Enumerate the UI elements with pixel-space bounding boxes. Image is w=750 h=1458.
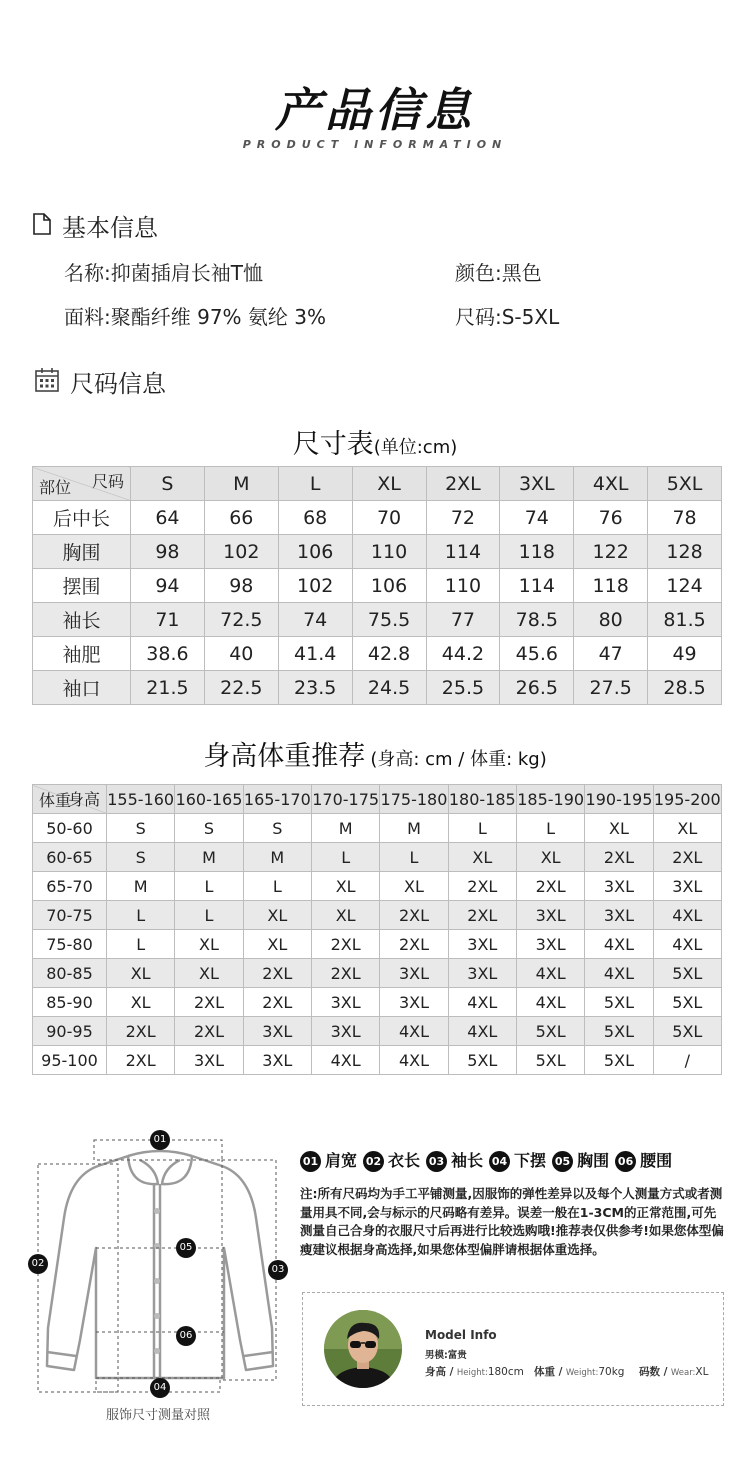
table-cell: 2XL [516, 872, 584, 901]
table-cell: 68 [278, 501, 352, 535]
table-row [33, 988, 722, 1017]
table-cell: 2XL [243, 988, 311, 1017]
basic-info-heading: 基本信息 [62, 214, 158, 242]
table-cell: 2XL [448, 901, 516, 930]
table-cell: 26.5 [500, 671, 574, 705]
table-cell: 78.5 [500, 603, 574, 637]
row-label: 80-85 [33, 959, 107, 988]
size-table [32, 466, 722, 705]
table-cell: 3XL [380, 988, 448, 1017]
row-label: 65-70 [33, 872, 107, 901]
legend-label: 腰围 [640, 1151, 673, 1170]
corner-column-label: 身高 [67, 790, 100, 809]
table-cell: 5XL [516, 1046, 584, 1075]
table-cell: L [175, 872, 243, 901]
legend-label: 下摆 [514, 1151, 547, 1170]
table-cell: 5XL [653, 959, 721, 988]
table-cell: 3XL [380, 959, 448, 988]
table-cell: 5XL [585, 1017, 653, 1046]
table-row [33, 930, 722, 959]
table-cell: 72 [426, 501, 500, 535]
table-header-row [33, 467, 722, 501]
column-header: 3XL [500, 467, 574, 501]
table-cell: 118 [574, 569, 648, 603]
product-color: 颜色:黑色 [455, 261, 542, 285]
row-label: 75-80 [33, 930, 107, 959]
table-cell: 3XL [516, 930, 584, 959]
table-cell: L [243, 872, 311, 901]
column-header: 190-195 [585, 785, 653, 814]
table-cell: 2XL [380, 901, 448, 930]
table-cell: S [107, 814, 175, 843]
row-label: 摆围 [33, 569, 131, 603]
table-cell: 114 [500, 569, 574, 603]
table-row [33, 1017, 722, 1046]
table-cell: 2XL [585, 843, 653, 872]
table-cell: 2XL [653, 843, 721, 872]
table-cell: 2XL [107, 1046, 175, 1075]
model-height: 身高 / Height:180cm [425, 1366, 524, 1378]
marker-02: 02 [28, 1254, 48, 1274]
model-avatar [323, 1309, 403, 1389]
table-cell: XL [516, 843, 584, 872]
column-header: 175-180 [380, 785, 448, 814]
legend-number-badge: 02 [363, 1151, 384, 1172]
table-cell: 2XL [107, 1017, 175, 1046]
row-label: 70-75 [33, 901, 107, 930]
table-cell: S [175, 814, 243, 843]
table-cell: 4XL [380, 1046, 448, 1075]
table-cell: 45.6 [500, 637, 574, 671]
table-cell: 4XL [380, 1017, 448, 1046]
table-cell: 3XL [448, 959, 516, 988]
legend-number-badge: 06 [615, 1151, 636, 1172]
column-header: M [204, 467, 278, 501]
table-cell: L [448, 814, 516, 843]
table-header-row [33, 785, 722, 814]
product-fabric: 面料:聚酯纤维 97% 氨纶 3% [64, 305, 326, 329]
table-cell: 3XL [653, 872, 721, 901]
table-cell: XL [653, 814, 721, 843]
table-cell: L [107, 930, 175, 959]
column-header: 180-185 [448, 785, 516, 814]
table-cell: S [107, 843, 175, 872]
table-row [33, 501, 722, 535]
table-cell: 25.5 [426, 671, 500, 705]
table-cell: XL [107, 959, 175, 988]
product-size-range: 尺码:S-5XL [455, 305, 560, 329]
table-cell: M [175, 843, 243, 872]
marker-06: 06 [176, 1326, 196, 1346]
table-cell: 27.5 [574, 671, 648, 705]
table-cell: 2XL [311, 930, 379, 959]
legend-number-badge: 03 [426, 1151, 447, 1172]
table-row [33, 569, 722, 603]
column-header: S [131, 467, 205, 501]
table-cell: 3XL [585, 901, 653, 930]
marker-01: 01 [150, 1130, 170, 1150]
corner-row-label: 部位 [39, 478, 72, 497]
table-cell: XL [585, 814, 653, 843]
table-cell: 40 [204, 637, 278, 671]
table-cell: 4XL [516, 959, 584, 988]
table-cell: 42.8 [352, 637, 426, 671]
table-cell: 72.5 [204, 603, 278, 637]
model-wear-size: 码数 / Wear:XL [639, 1366, 709, 1378]
measurement-note: 注:所有尺码均为手工平铺测量,因服饰的弹性差异以及每个人测量方式或者测量用具不同,会与标示的尺码略有差异。误差一般在1-3CM的正常范围,可先测量自己合身的衣服尺寸后再进行比较选购哦!推荐表仅供参考!如果您体型偏瘦建议根据身高选择,如果您体型偏胖请根据体重选择。 [300, 1186, 724, 1257]
corner-row-label: 体重 [39, 791, 72, 810]
row-label: 60-65 [33, 843, 107, 872]
marker-04: 04 [150, 1378, 170, 1398]
table-cell: XL [175, 959, 243, 988]
document-icon [32, 212, 52, 236]
table-cell: XL [448, 843, 516, 872]
table-cell: 4XL [311, 1046, 379, 1075]
table-cell: 5XL [448, 1046, 516, 1075]
model-role: 男模:富贵 [425, 1350, 467, 1361]
table-cell: 128 [648, 535, 722, 569]
legend-label: 衣长 [388, 1151, 421, 1170]
table-cell: 4XL [448, 988, 516, 1017]
size-info-heading: 尺码信息 [70, 370, 166, 398]
table-cell: L [516, 814, 584, 843]
table-cell: XL [243, 901, 311, 930]
column-header: 4XL [574, 467, 648, 501]
table-cell: 98 [131, 535, 205, 569]
table-cell: 3XL [311, 988, 379, 1017]
table-cell: M [243, 843, 311, 872]
table-row [33, 901, 722, 930]
table-cell: 118 [500, 535, 574, 569]
table-row [33, 843, 722, 872]
table-row [33, 603, 722, 637]
table-cell: M [380, 814, 448, 843]
table-cell: 38.6 [131, 637, 205, 671]
table-cell: 3XL [585, 872, 653, 901]
table-row [33, 872, 722, 901]
column-header: L [278, 467, 352, 501]
table-cell: 70 [352, 501, 426, 535]
size-recommendation-table [32, 784, 722, 1075]
row-label: 85-90 [33, 988, 107, 1017]
table-cell: 74 [500, 501, 574, 535]
page-subtitle: PRODUCT INFORMATION [242, 138, 508, 151]
table-cell: L [311, 843, 379, 872]
legend-number-badge: 01 [300, 1151, 321, 1172]
table-cell: 4XL [516, 988, 584, 1017]
rec-table-title: 身高体重推荐 (身高: cm / 体重: kg) [203, 741, 547, 772]
table-cell: XL [175, 930, 243, 959]
table-cell: M [311, 814, 379, 843]
table-cell: 2XL [243, 959, 311, 988]
table-cell: 49 [648, 637, 722, 671]
table-cell: 5XL [585, 1046, 653, 1075]
table-cell: 4XL [585, 930, 653, 959]
column-header: 185-190 [516, 785, 584, 814]
column-header: 2XL [426, 467, 500, 501]
table-cell: 74 [278, 603, 352, 637]
legend-number-badge: 04 [489, 1151, 510, 1172]
column-header: 160-165 [175, 785, 243, 814]
table-cell: XL [380, 872, 448, 901]
table-cell: L [175, 901, 243, 930]
table-cell: XL [243, 930, 311, 959]
table-cell: 78 [648, 501, 722, 535]
table-cell: 2XL [380, 930, 448, 959]
size-table-title: 尺寸表(单位:cm) [292, 429, 458, 460]
table-cell: 114 [426, 535, 500, 569]
table-cell: 28.5 [648, 671, 722, 705]
table-cell: 98 [204, 569, 278, 603]
table-cell: 47 [574, 637, 648, 671]
table-corner-cell [33, 467, 131, 501]
table-row [33, 1046, 722, 1075]
row-label: 胸围 [33, 535, 131, 569]
model-info-heading: Model Info [425, 1328, 497, 1342]
table-cell: 3XL [311, 1017, 379, 1046]
table-cell: XL [107, 988, 175, 1017]
table-cell: 5XL [585, 988, 653, 1017]
legend-label: 袖长 [451, 1151, 484, 1170]
model-weight: 体重 / Weight:70kg [534, 1366, 625, 1378]
column-header: 170-175 [311, 785, 379, 814]
corner-column-label: 尺码 [91, 472, 124, 491]
table-cell: 110 [426, 569, 500, 603]
table-cell: 2XL [175, 1017, 243, 1046]
marker-03: 03 [268, 1260, 288, 1280]
table-cell: 124 [648, 569, 722, 603]
table-cell: 3XL [448, 930, 516, 959]
legend-number-badge: 05 [552, 1151, 573, 1172]
table-cell: 3XL [243, 1046, 311, 1075]
table-cell: 102 [278, 569, 352, 603]
product-name: 名称:抑菌插肩长袖T恤 [64, 261, 263, 285]
table-cell: XL [311, 901, 379, 930]
table-row [33, 535, 722, 569]
table-row [33, 671, 722, 705]
table-cell: L [380, 843, 448, 872]
table-cell: 106 [278, 535, 352, 569]
row-label: 90-95 [33, 1017, 107, 1046]
table-cell: 2XL [311, 959, 379, 988]
table-cell: 2XL [448, 872, 516, 901]
table-cell: 44.2 [426, 637, 500, 671]
table-cell: 4XL [585, 959, 653, 988]
table-cell: 2XL [175, 988, 243, 1017]
measurement-legend [300, 1148, 672, 1172]
table-cell: 4XL [653, 901, 721, 930]
row-label: 50-60 [33, 814, 107, 843]
table-cell: 5XL [653, 1017, 721, 1046]
table-cell: 5XL [653, 988, 721, 1017]
shirt-outline-icon [30, 1128, 290, 1398]
table-cell: 3XL [243, 1017, 311, 1046]
column-header: 155-160 [107, 785, 175, 814]
table-cell: 24.5 [352, 671, 426, 705]
row-label: 袖长 [33, 603, 131, 637]
table-cell: 66 [204, 501, 278, 535]
calendar-icon [34, 367, 60, 393]
row-label: 袖肥 [33, 637, 131, 671]
table-cell: L [107, 901, 175, 930]
table-cell: / [653, 1046, 721, 1075]
row-label: 95-100 [33, 1046, 107, 1075]
table-cell: 106 [352, 569, 426, 603]
table-row [33, 959, 722, 988]
table-cell: 23.5 [278, 671, 352, 705]
table-cell: 41.4 [278, 637, 352, 671]
table-cell: 5XL [516, 1017, 584, 1046]
table-cell: 4XL [448, 1017, 516, 1046]
column-header: XL [352, 467, 426, 501]
page-title: 产品信息 [275, 83, 475, 137]
table-cell: 21.5 [131, 671, 205, 705]
table-cell: 81.5 [648, 603, 722, 637]
table-cell: 75.5 [352, 603, 426, 637]
table-cell: 77 [426, 603, 500, 637]
table-cell: 122 [574, 535, 648, 569]
table-corner-cell [33, 785, 107, 814]
table-cell: 76 [574, 501, 648, 535]
row-label: 后中长 [33, 501, 131, 535]
model-info-card [302, 1292, 724, 1406]
marker-05: 05 [176, 1238, 196, 1258]
table-cell: XL [311, 872, 379, 901]
table-cell: 3XL [516, 901, 584, 930]
table-cell: 71 [131, 603, 205, 637]
table-cell: 80 [574, 603, 648, 637]
column-header: 5XL [648, 467, 722, 501]
table-cell: 110 [352, 535, 426, 569]
garment-diagram [30, 1128, 290, 1398]
row-label: 袖口 [33, 671, 131, 705]
column-header: 165-170 [243, 785, 311, 814]
table-row [33, 637, 722, 671]
table-cell: 22.5 [204, 671, 278, 705]
table-cell: 102 [204, 535, 278, 569]
table-cell: 3XL [175, 1046, 243, 1075]
table-cell: M [107, 872, 175, 901]
table-row [33, 814, 722, 843]
legend-label: 肩宽 [325, 1151, 358, 1170]
table-cell: 64 [131, 501, 205, 535]
table-cell: S [243, 814, 311, 843]
diagram-caption: 服饰尺寸测量对照 [105, 1408, 210, 1423]
legend-label: 胸围 [577, 1151, 610, 1170]
column-header: 195-200 [653, 785, 721, 814]
table-cell: 4XL [653, 930, 721, 959]
table-cell: 94 [131, 569, 205, 603]
